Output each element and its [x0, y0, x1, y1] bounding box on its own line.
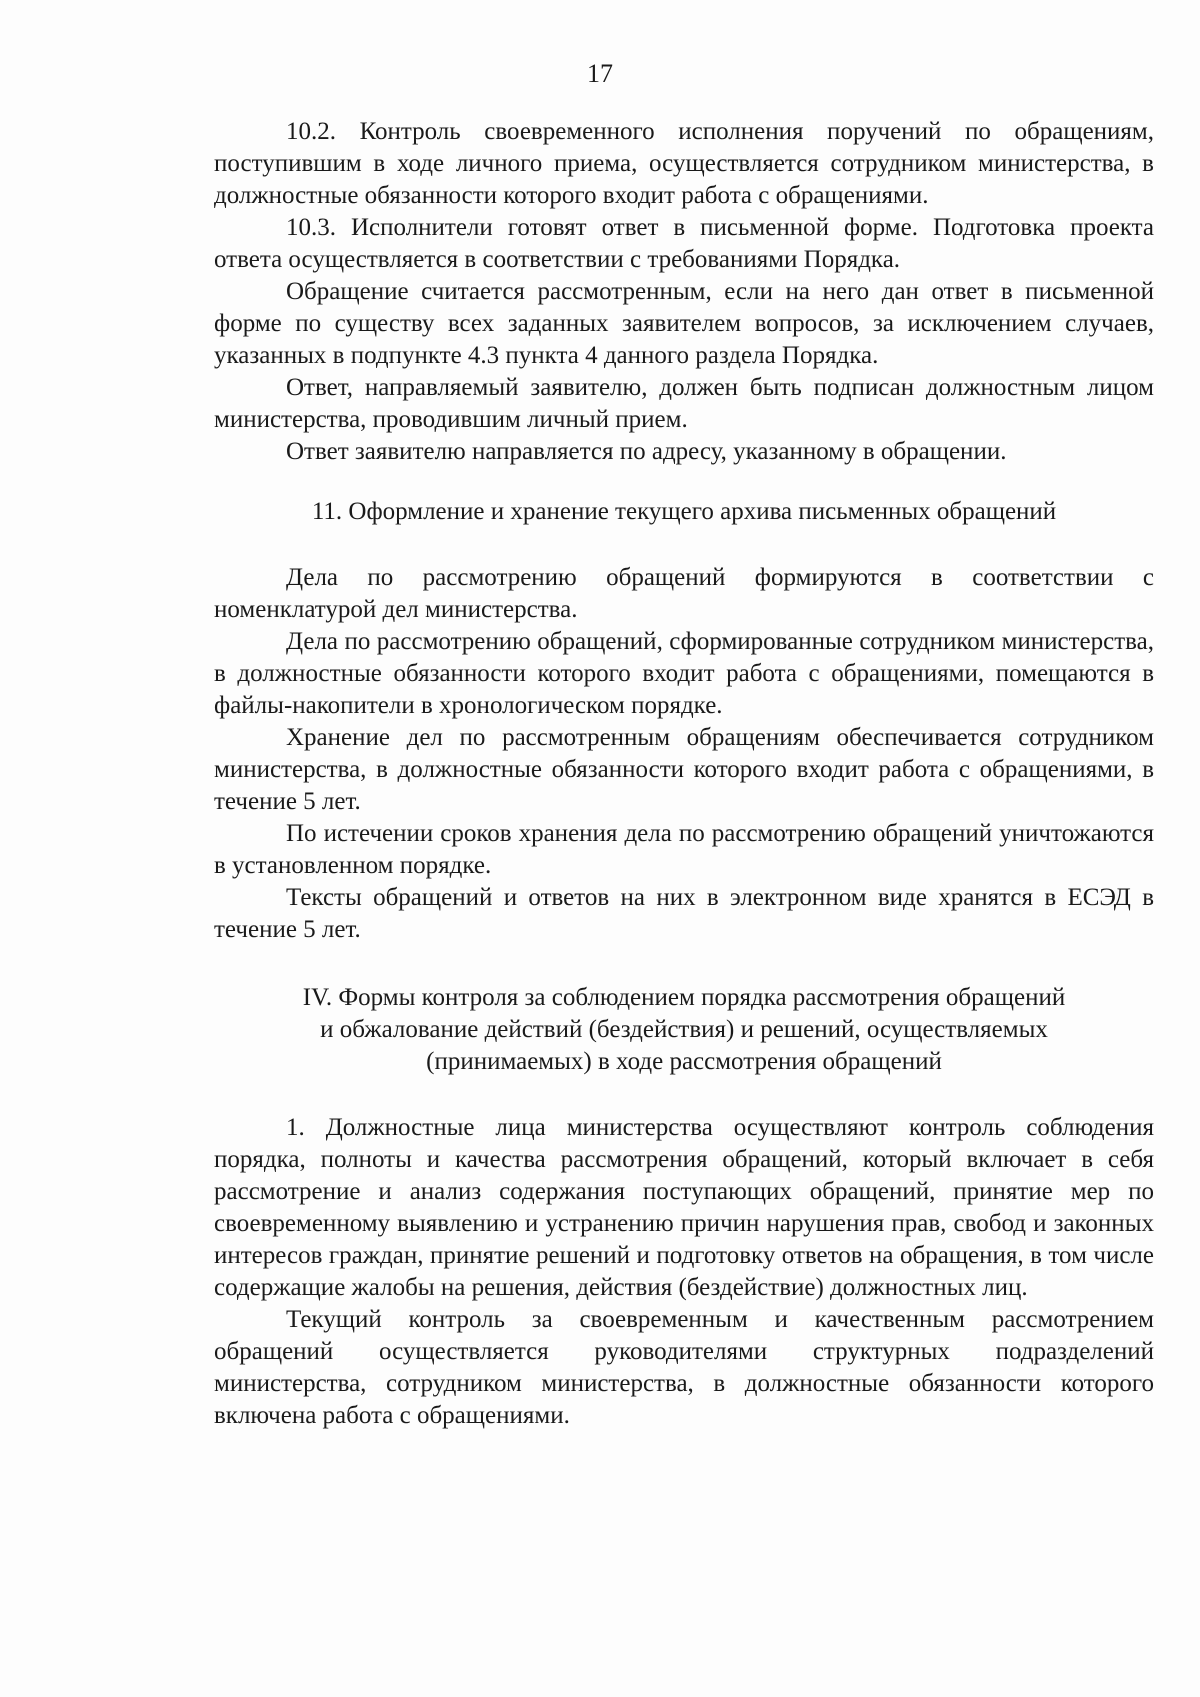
paragraph-considered: Обращение считается рассмотренным, если на него дан ответ в письменной форме по существу всех заданных заявителем вопросов, за исключением случаев, указанных в подпункте 4.3 пункта 4 данного раздела Порядка. [214, 278, 1154, 369]
paragraph-cases-placed: Дела по рассмотрению обращений, сформированные сотрудником министерства, в должностные обязанности которого входит работа с обращениями, помещаются в файлы-накопители в хронологическом порядке. [214, 628, 1154, 719]
page-number: 17 [587, 59, 613, 88]
document-body [214, 116, 1154, 1432]
paragraph-electronic: Тексты обращений и ответов на них в электронном виде хранятся в ЕСЭД в течение 5 лет. [214, 884, 1154, 943]
section-iv-heading-line: IV. Формы контроля за соблюдением порядка рассмотрения обращений [302, 984, 1066, 1011]
section-iv-heading-line: и обжалование действий (бездействия) и решений, осуществляемых [320, 1016, 1048, 1043]
paragraph-destruction: По истечении сроков хранения дела по рассмотрению обращений уничтожаются в установленном порядке. [214, 820, 1154, 879]
paragraph-storage: Хранение дел по рассмотренным обращениям обеспечивается сотрудником министерства, в должностные обязанности которого входит работа с обращениями, в течение 5 лет. [214, 724, 1154, 815]
paragraph-control-officials: 1. Должностные лица министерства осуществляют контроль соблюдения порядка, полноты и качества рассмотрения обращений, который включает в себя рассмотрение и анализ содержания поступающих обращений, принятие мер по своевременному выявлению и устранению причин нарушения прав, свобод и законных интересов граждан, принятие решений и подготовку ответов на обращения, в том числе содержащие жалобы на решения, действия (бездействие) должностных лиц. [214, 1114, 1154, 1301]
section-11-heading: 11. Оформление и хранение текущего архива письменных обращений [311, 498, 1057, 525]
paragraph-10-3: 10.3. Исполнители готовят ответ в письменной форме. Подготовка проекта ответа осуществляется в соответствии с требованиями Порядка. [214, 214, 1154, 273]
section-iv-heading [214, 982, 1154, 1078]
paragraph-10-2: 10.2. Контроль своевременного исполнения поручений по обращениям, поступившим в ходе личного приема, осуществляется сотрудником министерства, в должностные обязанности которого входит работа с обращениями. [214, 118, 1154, 209]
paragraph-signed-answer: Ответ, направляемый заявителю, должен быть подписан должностным лицом министерства, проводившим личный прием. [214, 374, 1154, 433]
paragraph-answer-address: Ответ заявителю направляется по адресу, указанному в обращении. [286, 438, 1007, 465]
section-iv-heading-line: (принимаемых) в ходе рассмотрения обращений [426, 1048, 942, 1075]
paragraph-current-control: Текущий контроль за своевременным и качественным рассмотрением обращений осуществляется руководителями структурных подразделений министерства, сотрудником министерства, в должностные обязанности которого включена работа с обращениями. [214, 1306, 1154, 1429]
paragraph-cases-formed: Дела по рассмотрению обращений формируются в соответствии с номенклатурой дел министерства. [214, 564, 1154, 623]
